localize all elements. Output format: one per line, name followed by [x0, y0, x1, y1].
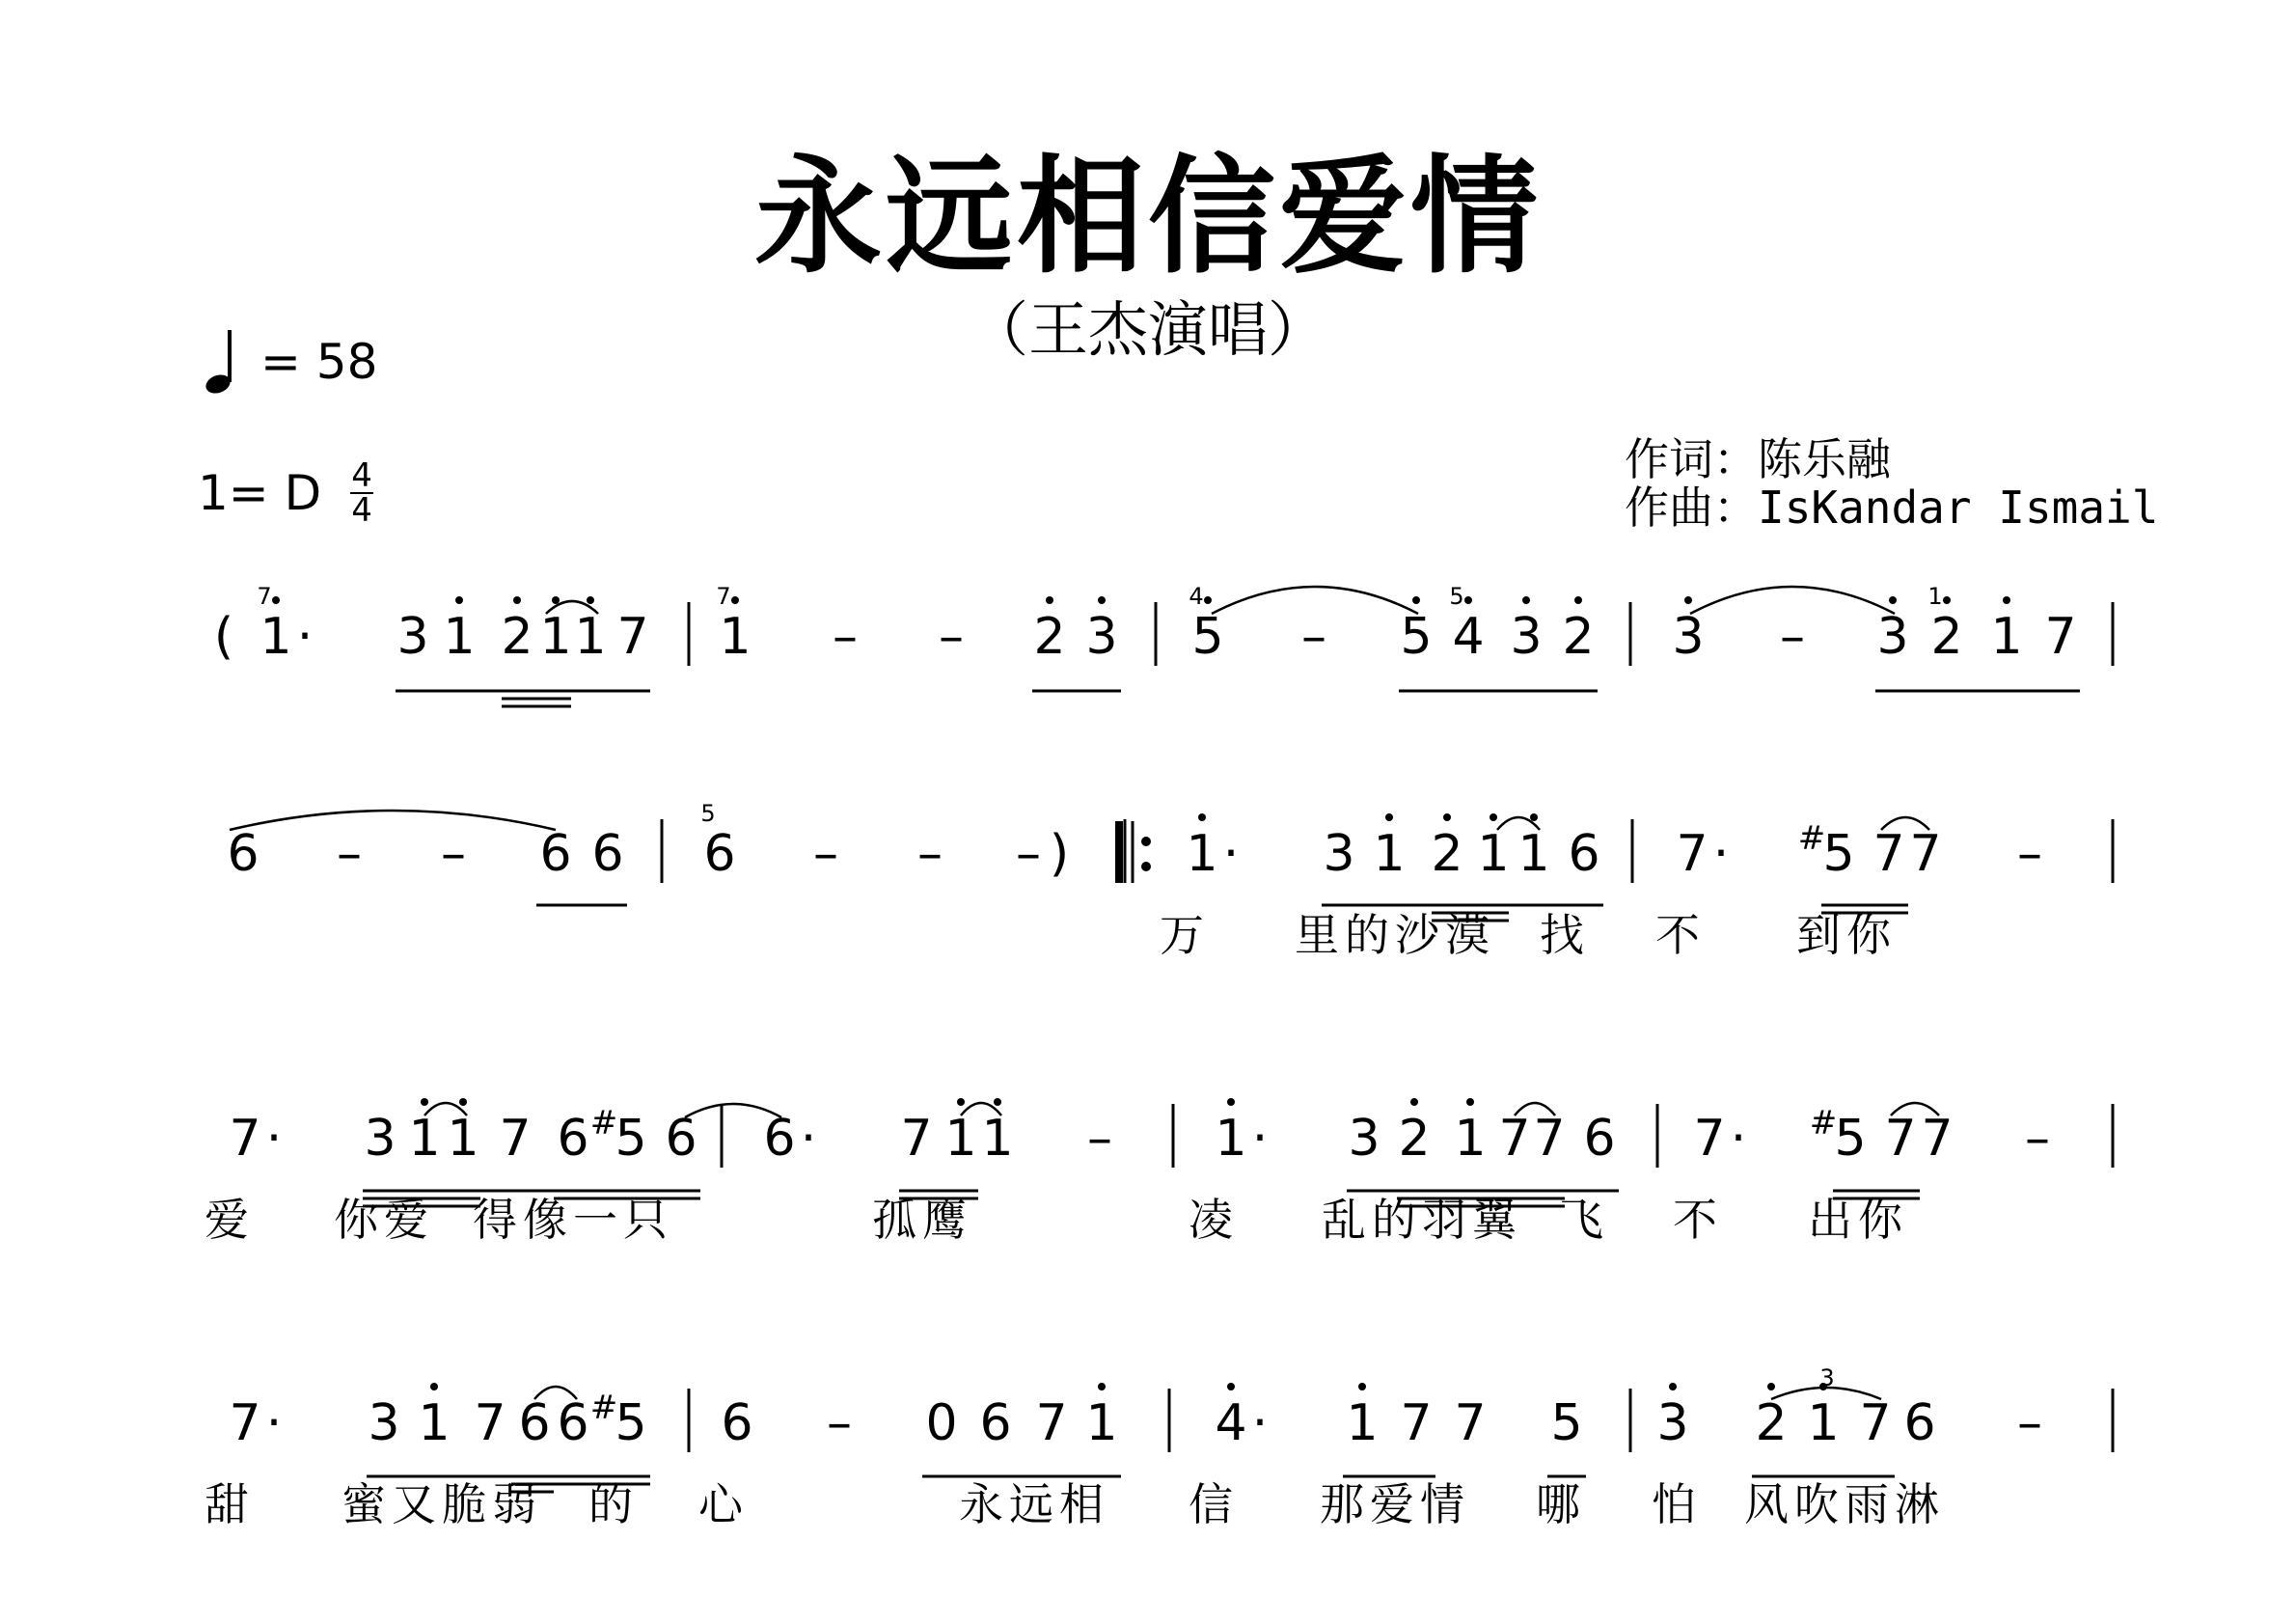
octave-dot — [513, 596, 521, 604]
dot-mark: · — [1251, 1110, 1269, 1168]
note: 6 — [227, 825, 260, 883]
note: 7 — [1498, 1110, 1531, 1168]
note: 6 — [721, 1394, 753, 1452]
octave-dot — [272, 596, 280, 604]
octave-dot — [1466, 1098, 1474, 1106]
note: 6 — [1903, 1394, 1936, 1452]
note: 2 — [1431, 825, 1463, 883]
slur-mark — [1891, 1103, 1939, 1115]
lyric-text: 怕 — [1652, 1478, 1702, 1530]
octave-dot — [1046, 596, 1053, 604]
lyric-text: 哪 — [1536, 1478, 1586, 1530]
note: 6 — [557, 1110, 589, 1168]
note: 5 — [1834, 1110, 1867, 1168]
key-text: 1= D — [198, 465, 322, 521]
note: # — [1809, 1104, 1838, 1142]
note: 1 — [418, 1394, 451, 1452]
octave-dot — [1098, 596, 1106, 604]
octave-dot — [2003, 596, 2010, 604]
note: # — [589, 1389, 618, 1427]
lyric-text: 风吹雨淋 — [1744, 1478, 1945, 1530]
octave-dot — [1227, 1098, 1235, 1106]
note: 7 — [1909, 825, 1942, 883]
octave-dot — [430, 1383, 438, 1390]
dash-mark: – — [1087, 1110, 1112, 1168]
octave-dot — [1522, 596, 1530, 604]
lyric-text: 蜜又脆弱 — [342, 1478, 542, 1530]
note: 5 — [1400, 608, 1433, 666]
octave-dot — [957, 1098, 965, 1106]
octave-dot — [1410, 1098, 1418, 1106]
note: 1 — [1990, 608, 2023, 666]
note: 1 — [1346, 1394, 1379, 1452]
note: 3 — [368, 1394, 400, 1452]
note: 7 — [1872, 825, 1905, 883]
note: 6 — [539, 825, 572, 883]
dash-mark: – — [337, 825, 362, 883]
dash-mark: – — [1016, 825, 1041, 883]
note: 1 — [408, 1110, 441, 1168]
note: ) — [1049, 825, 1070, 883]
slur-mark — [1881, 817, 1929, 830]
note: 1 — [1477, 825, 1510, 883]
note: 7 — [229, 1394, 261, 1452]
note: 1 — [1517, 825, 1550, 883]
dot-mark: · — [800, 1110, 817, 1168]
note: 7 — [1693, 1110, 1726, 1168]
dash-mark: – — [1780, 608, 1805, 666]
triplet-mark: 3 — [1819, 1364, 1835, 1391]
slur-mark — [1690, 587, 1895, 614]
lyric-text: 不 — [1655, 909, 1706, 961]
dot-mark: · — [1730, 1110, 1747, 1168]
note: 7 — [616, 608, 649, 666]
note: 3 — [1876, 608, 1909, 666]
octave-dot — [587, 596, 594, 604]
lyric-text: 的 — [588, 1478, 639, 1530]
note: 6 — [665, 1110, 697, 1168]
slur-mark — [1515, 1103, 1555, 1115]
lyric-text: 爱 — [205, 1194, 255, 1246]
lyric-text: 信 — [1189, 1478, 1239, 1530]
grace-note: 4 — [1189, 583, 1204, 610]
lyric-text: 那爱情 — [1320, 1478, 1470, 1530]
note: 5 — [1191, 608, 1224, 666]
lyric-text: 永远相 — [959, 1478, 1109, 1530]
note: 7 — [1533, 1110, 1566, 1168]
octave-dot — [1464, 596, 1472, 604]
note: # — [589, 1104, 618, 1142]
lyric-text: 甜 — [205, 1478, 255, 1530]
grace-note: 5 — [700, 800, 716, 827]
grace-note: 7 — [257, 583, 272, 610]
note: 7 — [1035, 1394, 1068, 1452]
octave-dot — [1204, 596, 1212, 604]
lyric-text: 找 — [1540, 909, 1590, 961]
note: 5 — [615, 1394, 647, 1452]
octave-dot — [1198, 813, 1206, 821]
note: 7 — [1400, 1394, 1433, 1452]
lyric-text: 到你 — [1796, 909, 1897, 961]
note: 1 — [981, 1110, 1014, 1168]
octave-dot — [459, 1098, 467, 1106]
note: 3 — [1672, 608, 1705, 666]
note: 7 — [499, 1110, 532, 1168]
octave-dot — [1385, 813, 1393, 821]
note: 5 — [1822, 825, 1855, 883]
note: 7 — [2044, 608, 2077, 666]
tempo-value: = 58 — [260, 334, 378, 390]
octave-dot — [1889, 596, 1897, 604]
dash-mark: – — [813, 825, 838, 883]
lyric-text: 出你 — [1808, 1194, 1908, 1246]
dash-mark: – — [2017, 1394, 2042, 1452]
note: 4 — [1452, 608, 1485, 666]
dash-mark: – — [939, 608, 964, 666]
lyricist-credit: 作词：陈乐融 — [1625, 433, 1891, 485]
note: 7 — [1884, 1110, 1917, 1168]
slur-mark — [1212, 587, 1418, 614]
dot-mark: · — [265, 1110, 283, 1168]
song-title: 永远相信爱情 — [754, 143, 1542, 291]
note: 6 — [518, 1394, 551, 1452]
time-signature-top: 4 — [351, 456, 372, 495]
composer-credit: 作曲：IsKandar Ismail — [1625, 482, 2159, 534]
note: 3 — [1085, 608, 1118, 666]
octave-dot — [552, 596, 560, 604]
note: 4 — [1215, 1394, 1247, 1452]
note: 3 — [1656, 1394, 1689, 1452]
dot-mark: · — [1222, 825, 1240, 883]
octave-dot — [1684, 596, 1692, 604]
dash-mark: – — [833, 608, 858, 666]
note: 7 — [1454, 1394, 1487, 1452]
note: 3 — [364, 1110, 396, 1168]
note: 7 — [1921, 1110, 1954, 1168]
lyric-text: 里的沙漠 — [1295, 909, 1495, 961]
repeat-dot — [1141, 837, 1151, 846]
note: 3 — [396, 608, 429, 666]
lyric-text: 心 — [698, 1478, 749, 1530]
octave-dot — [421, 1098, 428, 1106]
lyric-text: 万 — [1160, 909, 1210, 961]
octave-dot — [1767, 1383, 1775, 1390]
note: 1 — [574, 608, 607, 666]
note: 7 — [229, 1110, 261, 1168]
grace-note: 1 — [1927, 583, 1943, 610]
note: 6 — [703, 825, 736, 883]
octave-dot — [1574, 596, 1582, 604]
octave-dot — [1227, 1383, 1235, 1390]
octave-dot — [731, 596, 739, 604]
octave-dot — [1490, 813, 1497, 821]
note: 2 — [501, 608, 533, 666]
note: 6 — [557, 1394, 589, 1452]
note: 1 — [1454, 1110, 1487, 1168]
note: 2 — [1033, 608, 1066, 666]
note: 1 — [447, 1110, 479, 1168]
note: 3 — [1323, 825, 1355, 883]
octave-dot — [1098, 1383, 1106, 1390]
dash-mark: – — [917, 825, 943, 883]
slur-mark — [230, 811, 556, 830]
octave-dot — [1443, 813, 1451, 821]
dot-mark: · — [1712, 825, 1730, 883]
note: 6 — [1583, 1110, 1616, 1168]
dash-mark: – — [441, 825, 466, 883]
note: 1 — [719, 608, 752, 666]
dot-mark: · — [1251, 1394, 1269, 1452]
note: 1 — [1186, 825, 1218, 883]
note: 6 — [1568, 825, 1600, 883]
note: 1 — [944, 1110, 977, 1168]
dash-mark: – — [1301, 608, 1326, 666]
lyric-text: 不 — [1673, 1194, 1723, 1246]
note: 1 — [539, 608, 572, 666]
note: 1 — [1215, 1110, 1247, 1168]
note: 0 — [925, 1394, 958, 1452]
grace-note: 5 — [1449, 583, 1464, 610]
note: 7 — [900, 1110, 933, 1168]
lyric-text: 乱的羽翼 — [1322, 1194, 1522, 1246]
note: 1 — [1373, 825, 1406, 883]
grace-note: 7 — [716, 583, 731, 610]
octave-dot — [1412, 596, 1420, 604]
note: ( — [213, 608, 234, 666]
note: 6 — [979, 1394, 1012, 1452]
slur-mark — [534, 1387, 577, 1399]
note: 1 — [260, 608, 292, 666]
dash-mark: – — [827, 1394, 852, 1452]
repeat-dot — [1141, 862, 1151, 871]
octave-dot — [994, 1098, 1001, 1106]
note: 6 — [591, 825, 624, 883]
note: 2 — [1398, 1110, 1431, 1168]
dot-mark: · — [296, 608, 314, 666]
octave-dot — [1530, 813, 1538, 821]
note: 2 — [1562, 608, 1595, 666]
dash-mark: – — [2025, 1110, 2050, 1168]
time-signature-bottom: 4 — [351, 491, 372, 530]
note: 2 — [1930, 608, 1963, 666]
note: 7 — [1859, 1394, 1892, 1452]
octave-dot — [455, 596, 463, 604]
song-subtitle: （王杰演唱） — [968, 294, 1327, 365]
lyric-text: 你爱 — [334, 1194, 434, 1246]
octave-dot — [1669, 1383, 1677, 1390]
note: 5 — [615, 1110, 647, 1168]
lyric-text: 孤鹰 — [872, 1194, 972, 1246]
note: 7 — [474, 1394, 506, 1452]
note: 7 — [1676, 825, 1708, 883]
note: 1 — [443, 608, 476, 666]
note: 6 — [763, 1110, 796, 1168]
dash-mark: – — [2017, 825, 2042, 883]
slur-mark — [685, 1104, 781, 1117]
dot-mark: · — [265, 1394, 283, 1452]
note: 1 — [1807, 1394, 1840, 1452]
note: 1 — [1085, 1394, 1118, 1452]
note: 5 — [1550, 1394, 1583, 1452]
note: 2 — [1755, 1394, 1788, 1452]
lyric-text: 凌 — [1189, 1194, 1239, 1246]
note: 3 — [1348, 1110, 1380, 1168]
octave-dot — [1943, 596, 1951, 604]
lyric-text: 得像一只 — [473, 1194, 673, 1246]
lyric-text: 飞 — [1559, 1194, 1609, 1246]
note: # — [1797, 819, 1826, 858]
note: 3 — [1510, 608, 1543, 666]
octave-dot — [1358, 1383, 1366, 1390]
